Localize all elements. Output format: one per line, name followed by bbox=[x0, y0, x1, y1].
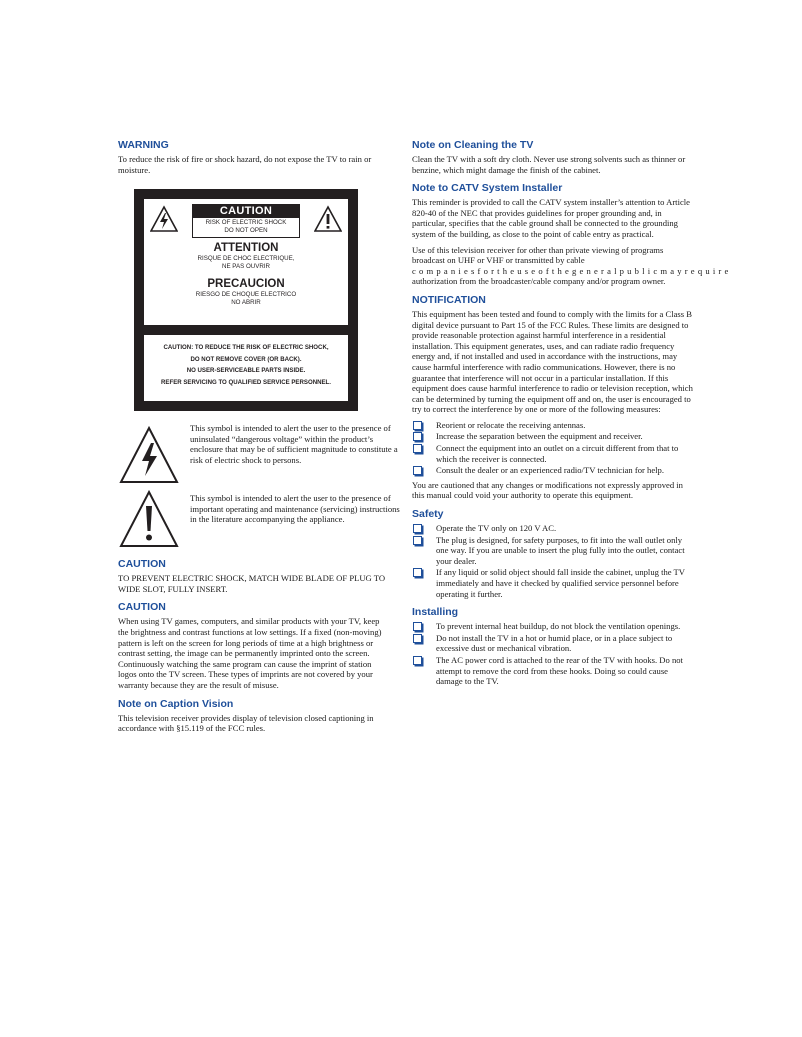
lightning-triangle-icon bbox=[150, 205, 178, 233]
safety-section bbox=[412, 507, 696, 599]
installing-heading: Installing bbox=[412, 606, 459, 619]
caution-title: CAUTION bbox=[192, 204, 300, 218]
safety-list bbox=[412, 523, 696, 599]
warning-text: To reduce the risk of fire or shock hazard, do not expose the TV to rain or moisture. bbox=[118, 154, 372, 175]
notification-heading: NOTIFICATION bbox=[412, 293, 486, 306]
notification-measures-list bbox=[412, 420, 696, 476]
list-item: Operate the TV only on 120 V AC. bbox=[412, 523, 696, 534]
caution-bottom-line-4: REFER SERVICING TO QUALIFIED SERVICE PERSONNEL. bbox=[161, 378, 331, 386]
catv-section bbox=[412, 181, 732, 287]
list-item: To prevent internal heat buildup, do not block the ventilation openings. bbox=[412, 621, 696, 632]
caution-line-1: RISK OF ELECTRIC SHOCK bbox=[205, 219, 287, 227]
notification-closing: You are cautioned that any changes or modifications not expressly approved in this manual could void your authority to operate this equipment. bbox=[412, 479, 683, 501]
checkbox-bullet-icon bbox=[413, 444, 422, 453]
cleaning-section bbox=[412, 138, 696, 175]
caution-subtext-box bbox=[192, 218, 300, 238]
caution-games-text: When using TV games, computers, and similar products with your TV, keep the brightness and contrast functions at low settings. If a fixed (non-moving) pattern is left on the screen for long periods of time at a high brightness or contrast setting, the image can be permanently imprinted onto the screen. Continuously watching the same program can cause the imprint of station logos onto the TV screen. These types of imprints are not covered by your warranty because they are the result of misuse. bbox=[118, 616, 382, 690]
checkbox-bullet-icon bbox=[413, 466, 422, 475]
exclamation-symbol-text: This symbol is intended to alert the user to the presence of important operating and maintenance (servicing) instructions in the literature accompanying the appliance. bbox=[190, 493, 400, 525]
caution-games-section bbox=[118, 600, 388, 690]
precaucion-line-2: NO ABRIR bbox=[231, 299, 261, 307]
list-item: Do not install the TV in a hot or humid place, or in a place subject to excessive dust or mechanical vibration. bbox=[412, 633, 696, 654]
caution-games-heading: CAUTION bbox=[118, 601, 166, 614]
caution-bottom-line-2: DO NOT REMOVE COVER (OR BACK). bbox=[190, 355, 302, 363]
catv-heading: Note to CATV System Installer bbox=[412, 182, 563, 195]
checkbox-bullet-icon bbox=[413, 622, 422, 631]
notification-section bbox=[412, 293, 696, 501]
warning-section bbox=[118, 138, 388, 175]
voltage-symbol-text: This symbol is intended to alert the user to the presence of uninsulated “dangerous voltage” within the product’s enclosure that may be of sufficient magnitude to constitute a risk of electric shock to persons. bbox=[190, 423, 398, 465]
warning-heading: WARNING bbox=[118, 139, 169, 151]
notification-text: This equipment has been tested and found to comply with the limits for a Class B digital device pursuant to Part 15 of the FCC Rules. These limits are designed to provide reasonable protection against harmful interference in a residential installation. This equipment generates, uses, and can radiate radio frequency energy and, if not installed and used in accordance with the instructions, may cause harmful interference with radio communications. However, there is no guarantee that interference will not occur in a particular installation. If this equipment does cause harmful interference to radio or television reception, which can be determined by turning the equipment off and on, the user is encouraged to try to correct the interference by one or more of the following measures: bbox=[412, 308, 693, 415]
checkbox-bullet-icon bbox=[413, 634, 422, 643]
catv-text-2a: Use of this television receiver for other than private viewing of programs broadcast on UHF or VHF or transmitted by cable bbox=[412, 244, 664, 266]
list-item: Consult the dealer or an experienced radio/TV technician for help. bbox=[412, 465, 696, 476]
voltage-symbol-row bbox=[118, 423, 398, 487]
list-item: Increase the separation between the equipment and receiver. bbox=[412, 431, 696, 442]
list-item: If any liquid or solid object should fall inside the cabinet, unplug the TV immediately and have it checked by qualified service personnel before operating it further. bbox=[412, 567, 696, 599]
caution-line-2: DO NOT OPEN bbox=[224, 227, 268, 235]
list-item: The AC power cord is attached to the rear of the TV with hooks. Do not attempt to remove the cord from these hooks. Doing so could cause damage to the TV. bbox=[412, 655, 696, 687]
checkbox-bullet-icon bbox=[413, 536, 422, 545]
caution-label-center bbox=[192, 204, 300, 238]
exclamation-warning-icon bbox=[118, 489, 180, 549]
caption-vision-heading: Note on Caption Vision bbox=[118, 697, 234, 710]
exclamation-symbol-row bbox=[118, 487, 400, 557]
list-item: The plug is designed, for safety purposes, to fit into the wall outlet only one way. If you are unable to insert the plug fully into the outlet, contact your dealer. bbox=[412, 535, 696, 567]
catv-text-2 bbox=[412, 244, 732, 287]
caption-vision-text: This television receiver provides display of television closed captioning in accordance with §15.119 of the FCC rules. bbox=[118, 712, 374, 734]
installing-list bbox=[412, 621, 696, 687]
left-column bbox=[118, 138, 400, 740]
cleaning-heading: Note on Cleaning the TV bbox=[412, 139, 534, 151]
caption-vision-section bbox=[118, 697, 388, 734]
caution-bottom-line-3: NO USER-SERVICEABLE PARTS INSIDE. bbox=[186, 367, 306, 375]
catv-text-1: This reminder is provided to call the CATV system installer’s attention to Article 820-40 of the NEC that provides guidelines for proper grounding and, in particular, specifies that the cable ground shall be connected to the grounding system of the building, as close to the point of cable entry as practical. bbox=[412, 197, 690, 239]
list-item: Connect the equipment into an outlet on a circuit different from that to which the receiver is connected. bbox=[412, 443, 696, 464]
catv-text-2b: companiesfortheuseofthegeneralpublicmayrequire bbox=[412, 265, 732, 276]
attention-title: ATTENTION bbox=[213, 242, 279, 255]
precaucion-line-1: RIESGO DE CHOQUE ELECTRICO bbox=[195, 291, 297, 299]
right-column bbox=[412, 138, 732, 693]
caution-label-graphic bbox=[134, 189, 358, 411]
catv-text-2c: authorization from the broadcaster/cable company and/or program owner. bbox=[412, 276, 666, 287]
checkbox-bullet-icon bbox=[413, 432, 422, 441]
caution-plug-section bbox=[118, 557, 388, 594]
attention-line-1: RISQUE DE CHOC ELECTRIQUE, bbox=[197, 255, 295, 263]
precaucion-title: PRECAUCION bbox=[207, 278, 285, 291]
caution-bottom-line-1: CAUTION: TO REDUCE THE RISK OF ELECTRIC SHOCK, bbox=[163, 344, 329, 352]
caution-plug-text: TO PREVENT ELECTRIC SHOCK, MATCH WIDE BLADE OF PLUG TO WIDE SLOT, FULLY INSERT. bbox=[118, 573, 386, 594]
checkbox-bullet-icon bbox=[413, 524, 422, 533]
caution-label-bottom bbox=[144, 335, 348, 401]
exclamation-triangle-icon bbox=[314, 205, 342, 233]
safety-heading: Safety bbox=[412, 508, 444, 521]
checkbox-bullet-icon bbox=[413, 421, 422, 430]
checkbox-bullet-icon bbox=[413, 568, 422, 577]
caution-label-top bbox=[144, 199, 348, 325]
caution-plug-heading: CAUTION bbox=[118, 558, 166, 571]
list-item: Reorient or relocate the receiving antennas. bbox=[412, 420, 696, 431]
cleaning-text: Clean the TV with a soft dry cloth. Never use strong solvents such as thinner or benzine, which might damage the finish of the cabinet. bbox=[412, 154, 686, 175]
lightning-warning-icon bbox=[118, 425, 180, 485]
checkbox-bullet-icon bbox=[413, 656, 422, 665]
attention-line-2: NE PAS OUVRIR bbox=[221, 263, 271, 271]
installing-section bbox=[412, 605, 696, 687]
